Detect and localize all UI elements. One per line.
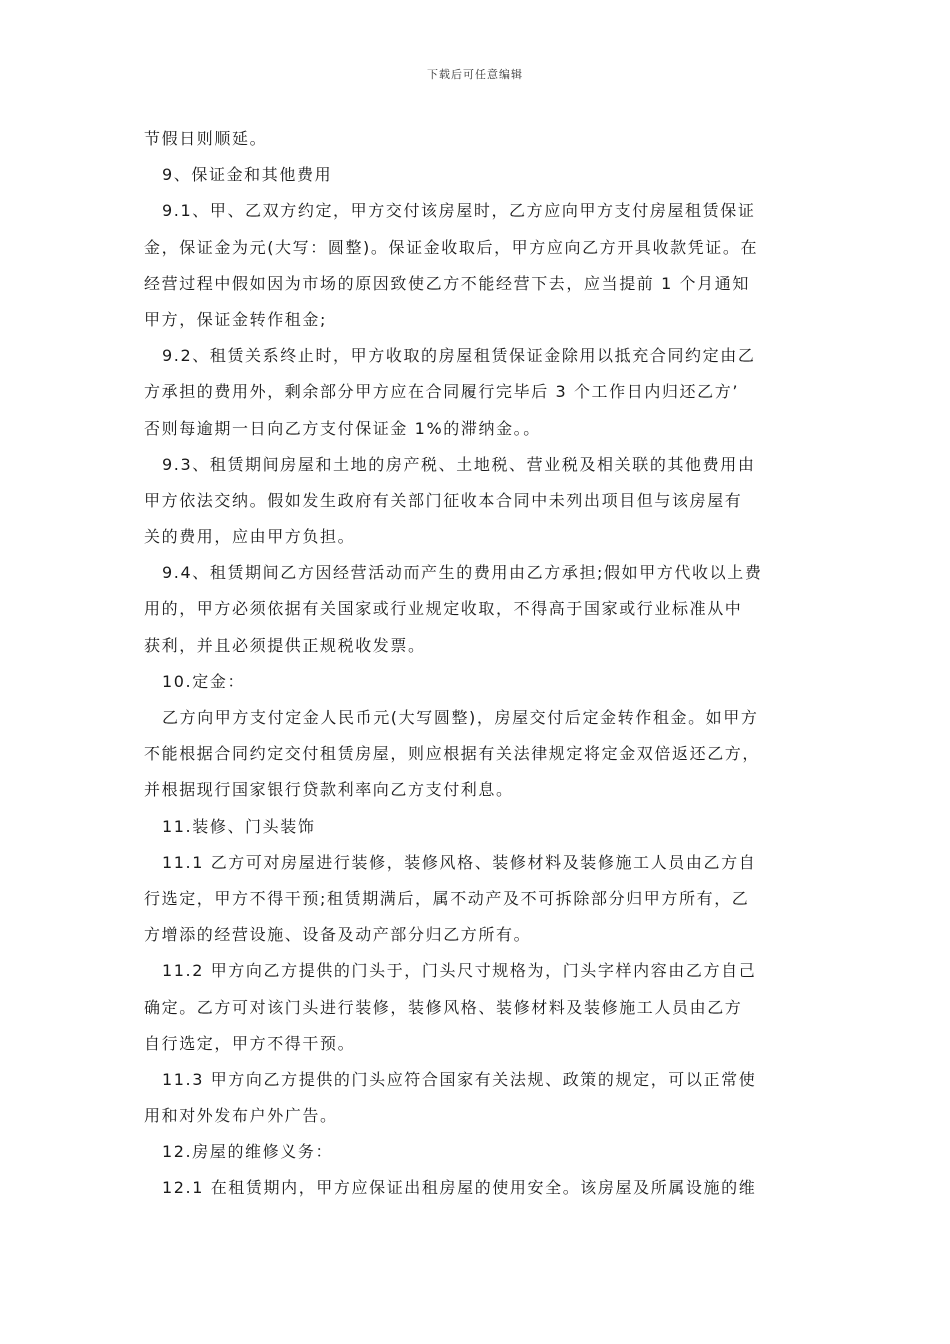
text-line: 否则每逾期一日向乙方支付保证金 1%的滞纳金。。 — [144, 418, 541, 438]
text-line: 行选定，甲方不得干预;租赁期满后，属不动产及不可拆除部分归甲方所有，乙 — [144, 888, 750, 908]
text-line: 用的，甲方必须依据有关国家或行业规定收取，不得高于国家或行业标准从中 — [144, 599, 743, 619]
text-line: 10.定金： — [162, 671, 246, 691]
text-line: 自行选定，甲方不得干预。 — [144, 1033, 356, 1053]
text-line: 12.房屋的维修义务： — [162, 1142, 334, 1162]
text-line: 11.1 乙方可对房屋进行装修，装修风格、装修材料及装修施工人员由乙方自 — [162, 852, 757, 872]
text-line: 金，保证金为元(大写：圆整)。保证金收取后，甲方应向乙方开具收款凭证。在 — [144, 237, 759, 257]
document-body — [144, 121, 816, 1207]
text-line: 11.装修、门头装饰 — [162, 816, 316, 836]
text-line: 9.3、租赁期间房屋和土地的房产税、土地税、营业税及相关联的其他费用由 — [162, 454, 756, 474]
page-header: 下载后可任意编辑 — [427, 68, 523, 81]
text-line: 11.2 甲方向乙方提供的门头于，门头尺寸规格为，门头字样内容由乙方自己 — [162, 961, 757, 981]
text-line: 方承担的费用外，剩余部分甲方应在合同履行完毕后 3 个工作日内归还乙方’ — [144, 382, 740, 402]
text-line: 获利，并且必须提供正规税收发票。 — [144, 635, 426, 655]
text-line: 并根据现行国家银行贷款利率向乙方支付利息。 — [144, 780, 514, 800]
text-line: 甲方依法交纳。假如发生政府有关部门征收本合同中未列出项目但与该房屋有 — [144, 490, 743, 510]
text-line: 用和对外发布户外广告。 — [144, 1106, 338, 1126]
text-line: 9、保证金和其他费用 — [162, 165, 333, 185]
text-line: 9.1、甲、乙双方约定，甲方交付该房屋时，乙方应向甲方支付房屋租赁保证 — [162, 201, 756, 221]
text-line: 甲方，保证金转作租金; — [144, 309, 327, 329]
text-line: 关的费用，应由甲方负担。 — [144, 527, 356, 547]
text-line: 乙方向甲方支付定金人民币元(大写圆整)，房屋交付后定金转作租金。如甲方 — [162, 708, 759, 727]
text-line: 经营过程中假如因为市场的原因致使乙方不能经营下去，应当提前 1 个月通知 — [144, 273, 750, 293]
text-line: 方增添的经营设施、设备及动产部分归乙方所有。 — [144, 925, 532, 945]
text-line: 9.4、租赁期间乙方因经营活动而产生的费用由乙方承担;假如甲方代收以上费 — [162, 563, 763, 583]
text-line: 12.1 在租赁期内，甲方应保证出租房屋的使用安全。该房屋及所属设施的维 — [162, 1178, 757, 1198]
text-line: 9.2、租赁关系终止时，甲方收取的房屋租赁保证金除用以抵充合同约定由乙 — [162, 346, 756, 366]
text-line: 11.3 甲方向乙方提供的门头应符合国家有关法规、政策的规定，可以正常使 — [162, 1069, 757, 1089]
text-line: 节假日则顺延。 — [144, 129, 268, 148]
text-line: 确定。乙方可对该门头进行装修，装修风格、装修材料及装修施工人员由乙方 — [144, 997, 743, 1017]
text-line: 不能根据合同约定交付租赁房屋，则应根据有关法律规定将定金双倍返还乙方， — [144, 744, 761, 764]
